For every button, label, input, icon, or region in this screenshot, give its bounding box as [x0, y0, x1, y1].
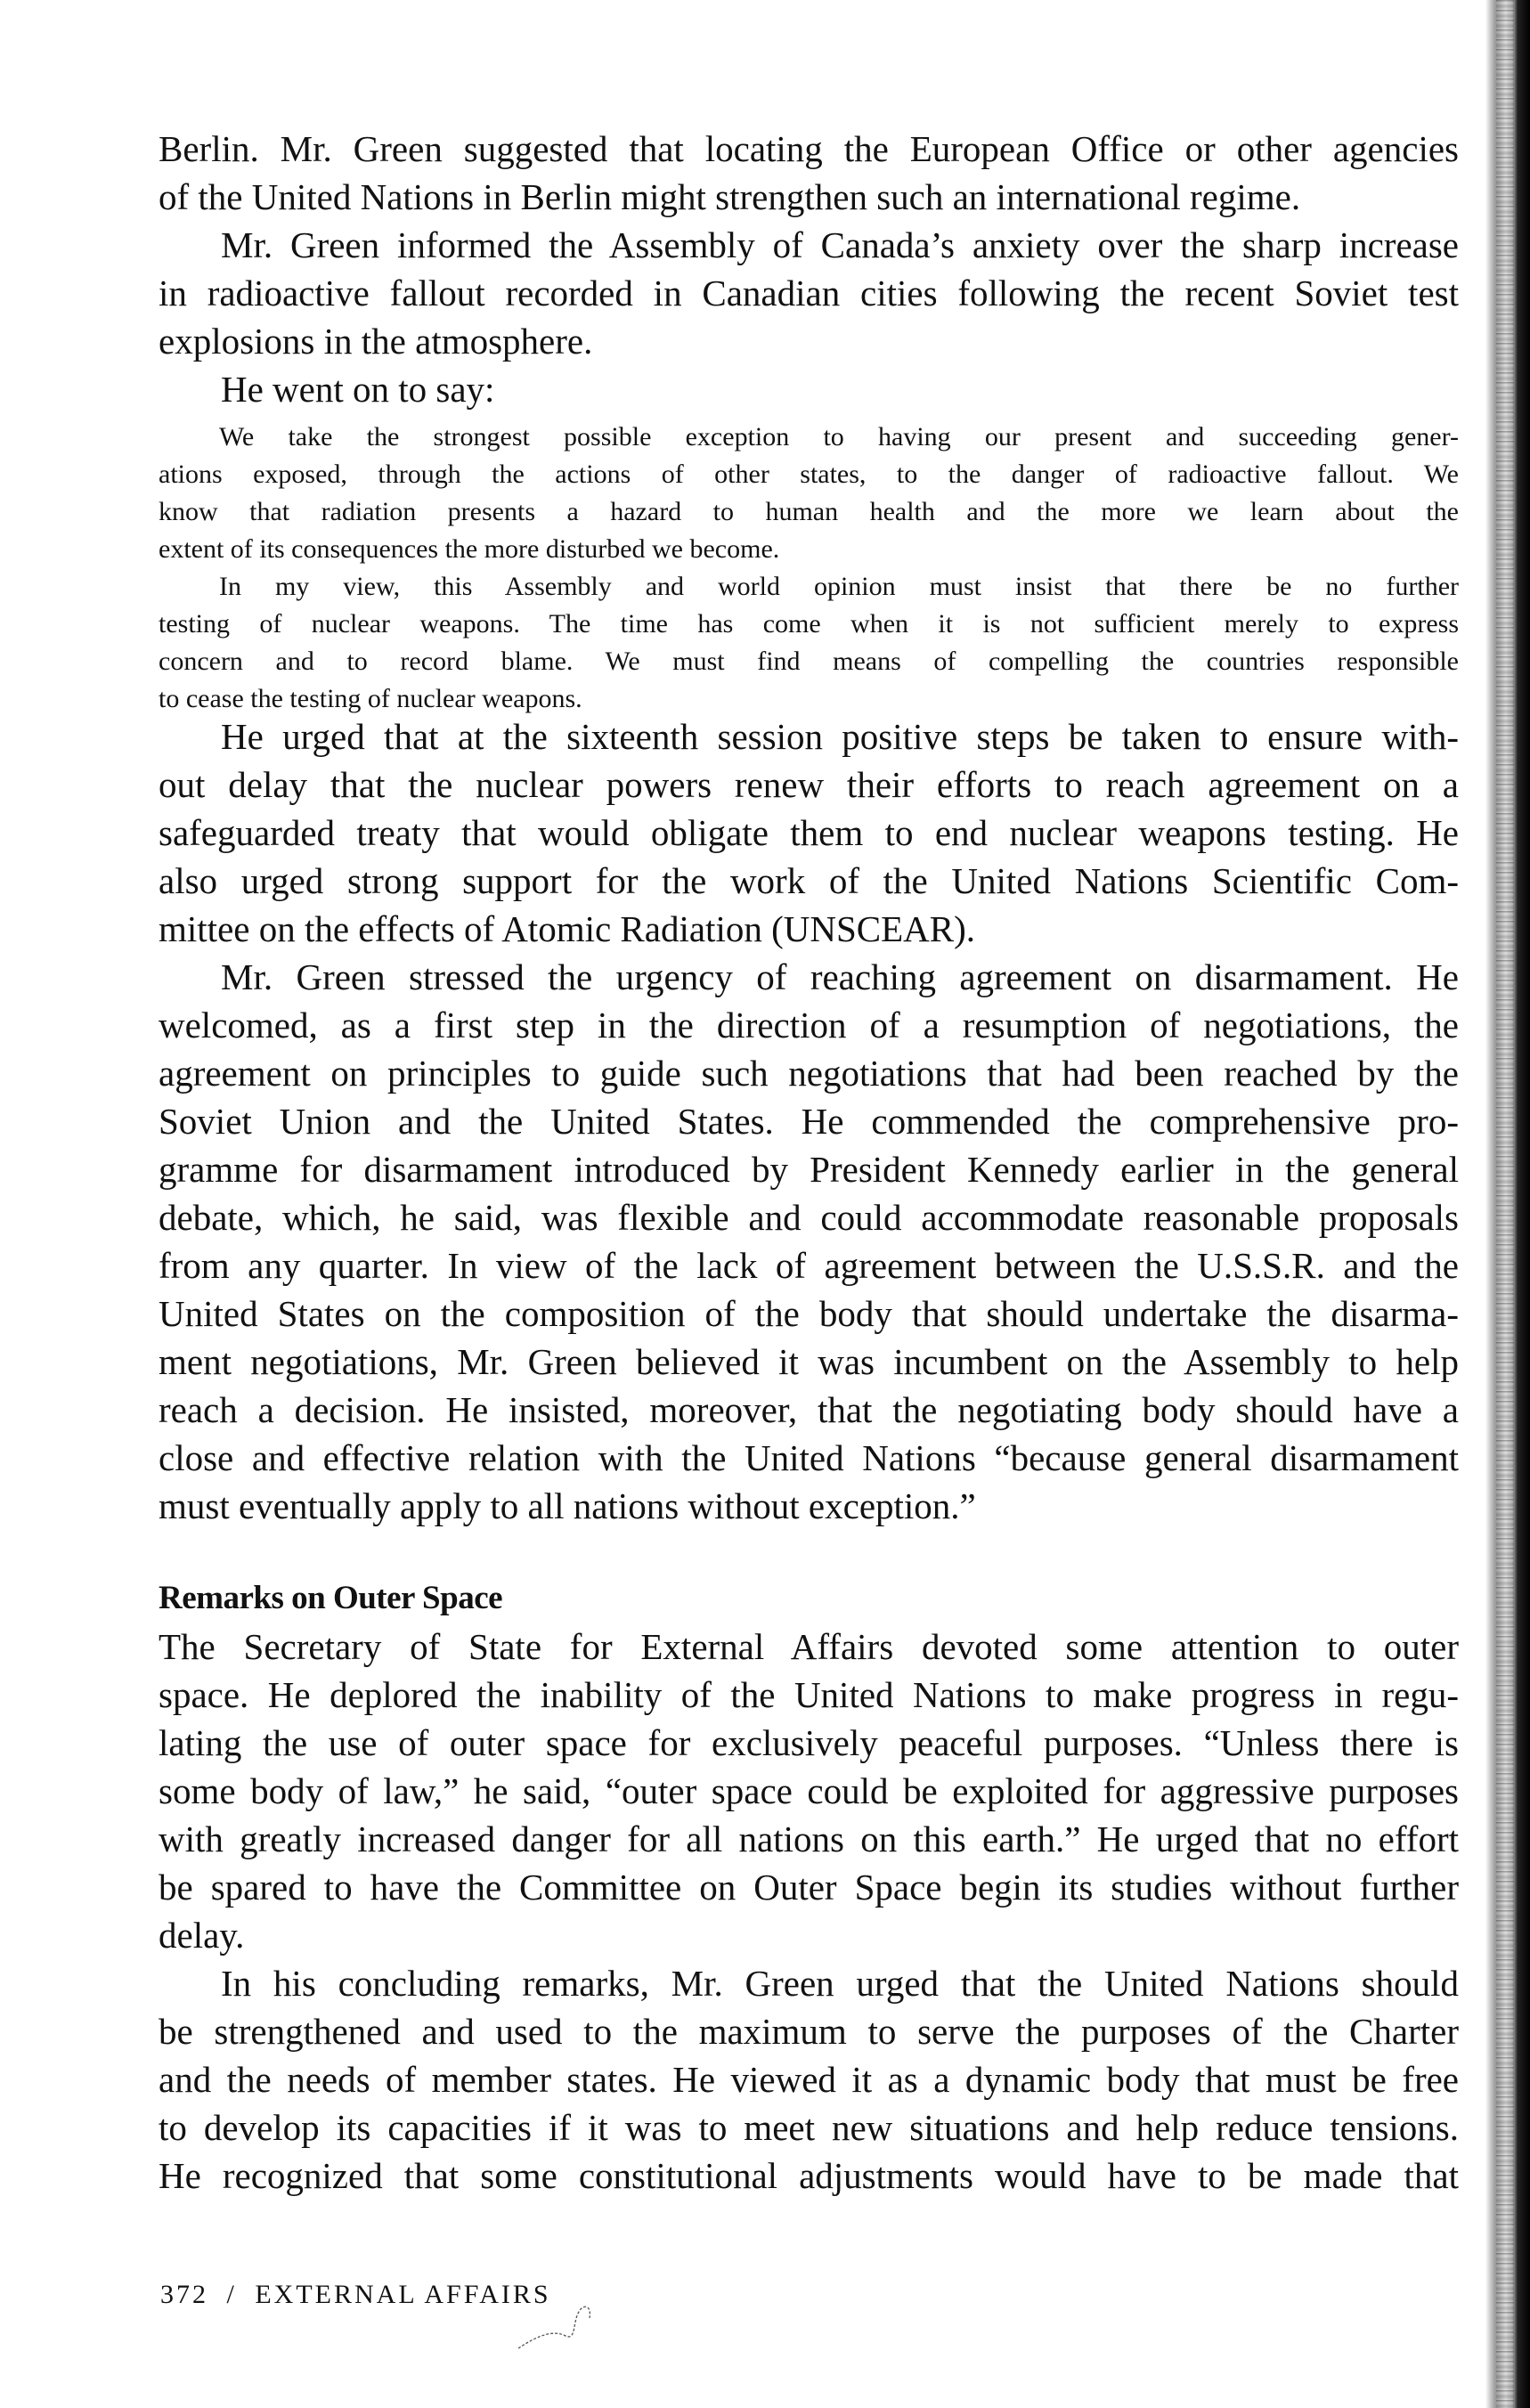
text-line: be spared to have the Committee on Outer Space begin its studies without further — [159, 1867, 1459, 1908]
text-line: He recognized that some constitutional adjustments would have to be made that — [159, 2155, 1459, 2196]
text-line: Berlin. Mr. Green suggested that locating the European Office or other agencies — [159, 128, 1459, 169]
text-line: lating the use of outer space for exclusively peaceful purposes. “Unless there is — [159, 1722, 1459, 1763]
text-line: United States on the composition of the body that should undertake the disarma- — [159, 1293, 1459, 1334]
text-line: space. He deplored the inability of the United Nations to make progress in regu- — [159, 1674, 1459, 1715]
text-line: In his concluding remarks, Mr. Green urged that the United Nations should — [221, 1963, 1459, 2004]
text-line: in radioactive fallout recorded in Canadian cities following the recent Soviet test — [159, 273, 1459, 313]
text-line: from any quarter. In view of the lack of agreement between the U.S.S.R. and the — [159, 1245, 1459, 1286]
section-heading: Remarks on Outer Space — [159, 1580, 503, 1616]
text-line: out delay that the nuclear powers renew their efforts to reach agreement on a — [159, 764, 1459, 805]
text-line: with greatly increased danger for all nations on this earth.” He urged that no effort — [159, 1818, 1459, 1859]
text-line: He urged that at the sixteenth session positive steps be taken to ensure with- — [221, 716, 1459, 757]
text-line: mittee on the effects of Atomic Radiation (UNSCEAR). — [159, 908, 976, 949]
text-line: close and effective relation with the United Nations “because general disarmament — [159, 1437, 1459, 1478]
text-line: gramme for disarmament introduced by President Kennedy earlier in the general — [159, 1149, 1459, 1190]
quote-line: to cease the testing of nuclear weapons. — [159, 684, 582, 713]
text-line: be strengthened and used to the maximum to serve the purposes of the Charter — [159, 2011, 1459, 2052]
text-line: He went on to say: — [221, 369, 495, 410]
text-line: explosions in the atmosphere. — [159, 321, 593, 362]
binding-speckle — [1496, 0, 1514, 2408]
text-line: also urged strong support for the work of the United Nations Scientific Com- — [159, 860, 1459, 901]
text-line: agreement on principles to guide such negotiations that had been reached by the — [159, 1053, 1459, 1094]
text-line: to develop its capacities if it was to meet new situations and help reduce tensions. — [159, 2107, 1459, 2148]
text-line: delay. — [159, 1915, 245, 1956]
publication-title: EXTERNAL AFFAIRS — [255, 2280, 551, 2309]
text-line: some body of law,” he said, “outer space could be exploited for aggressive purposes — [159, 1770, 1459, 1811]
page-number: 372 — [160, 2280, 208, 2309]
text-line: of the United Nations in Berlin might strengthen such an international regime. — [159, 176, 1301, 217]
quote-line: concern and to record blame. We must find means of compelling the countries responsible — [159, 647, 1459, 676]
text-line: and the needs of member states. He viewed it as a dynamic body that must be free — [159, 2059, 1459, 2100]
quote-line: know that radiation presents a hazard to human health and the more we learn about the — [159, 497, 1459, 526]
text-line: Soviet Union and the United States. He commended the comprehensive pro- — [159, 1101, 1459, 1142]
pen-mark-icon — [517, 2302, 597, 2355]
text-line: safeguarded treaty that would obligate them to end nuclear weapons testing. He — [159, 812, 1459, 853]
text-line: Mr. Green informed the Assembly of Canada’s anxiety over the sharp increase — [221, 224, 1459, 265]
quote-line: We take the strongest possible exception to having our present and succeeding gener- — [219, 422, 1459, 452]
text-line: The Secretary of State for External Affairs devoted some attention to outer — [159, 1626, 1459, 1667]
text-line: must eventually apply to all nations without exception.” — [159, 1485, 976, 1526]
text-line: Mr. Green stressed the urgency of reaching agreement on disarmament. He — [221, 956, 1459, 997]
quote-line: ations exposed, through the actions of other states, to the danger of radioactive fallout. We — [159, 460, 1459, 489]
quote-line: testing of nuclear weapons. The time has come when it is not sufficient merely to express — [159, 609, 1459, 639]
text-line: ment negotiations, Mr. Green believed it was incumbent on the Assembly to help — [159, 1341, 1459, 1382]
footer-separator: / — [226, 2280, 237, 2309]
text-line: debate, which, he said, was flexible and could accommodate reasonable proposals — [159, 1197, 1459, 1238]
quote-line: In my view, this Assembly and world opinion must insist that there be no further — [219, 572, 1459, 601]
text-line: welcomed, as a first step in the direction of a resumption of negotiations, the — [159, 1005, 1459, 1045]
page-footer — [160, 2280, 551, 2310]
quote-line: extent of its consequences the more disturbed we become. — [159, 534, 780, 564]
text-line: reach a decision. He insisted, moreover, that the negotiating body should have a — [159, 1389, 1459, 1430]
